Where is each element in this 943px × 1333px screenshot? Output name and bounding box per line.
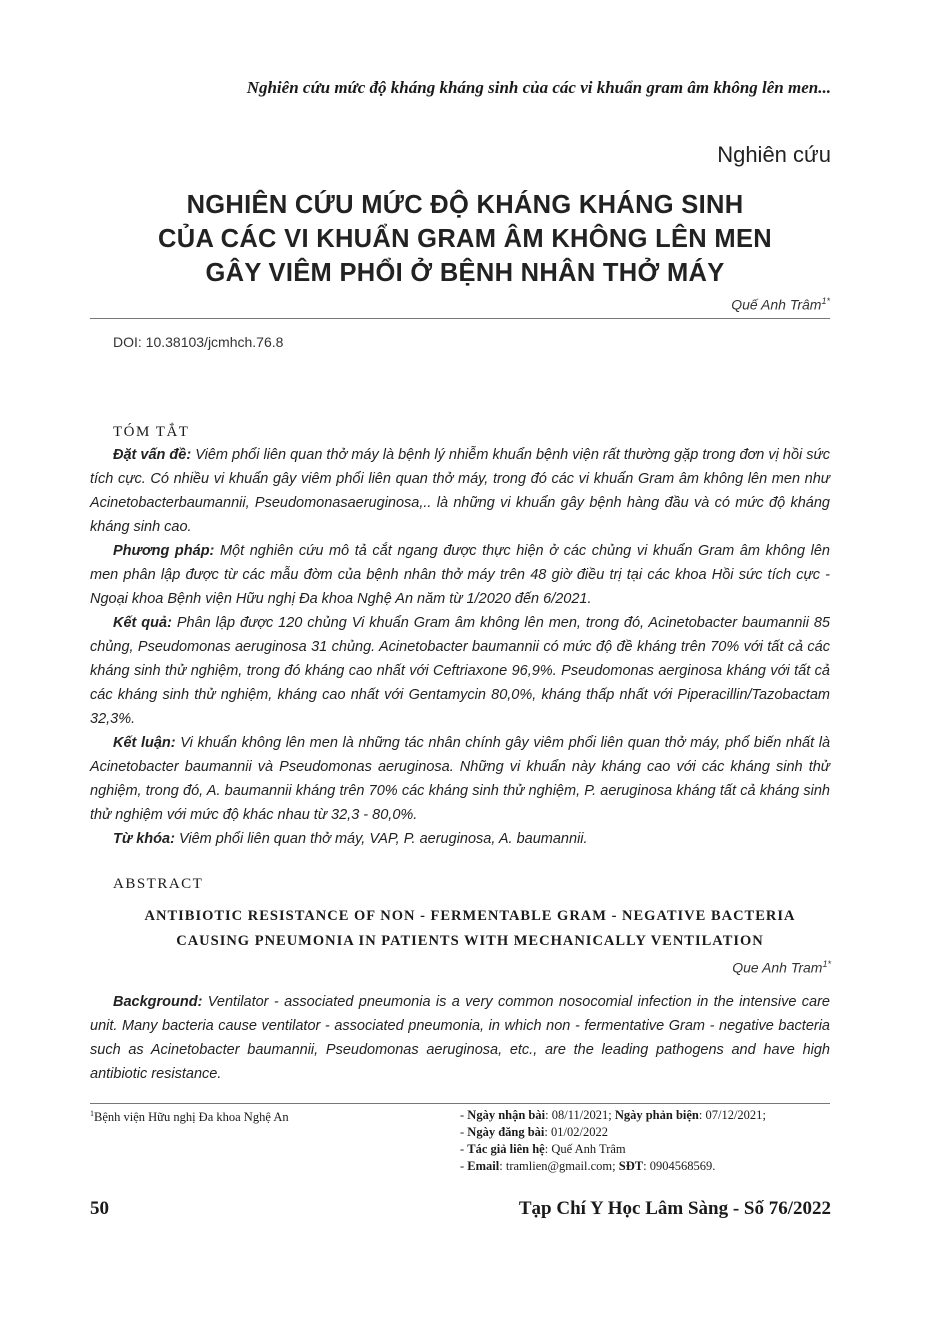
meta-published: - Ngày đăng bài: 01/02/2022 — [460, 1125, 608, 1139]
phone-label: SĐT — [618, 1159, 644, 1173]
title-line: GÂY VIÊM PHỔI Ở BỆNH NHÂN THỞ MÁY — [205, 259, 725, 287]
author-affiliation-mark: 1* — [821, 296, 830, 306]
paragraph-label: Từ khóa: — [113, 831, 175, 847]
paragraph-label: Kết luận: — [113, 735, 176, 751]
paragraph-text: Phân lập được 120 chủng Vi khuẩn Gram âm không lên men, trong đó, Acinetobacter baumannii 85 chủng, Pseudomonas aeruginosa 31 chủng. Acinetobacter baumannii có mức độ đề kháng trên 70% với tất cả các kháng sinh thử nghiệm, trong đó kháng cao nhất với Ceftriaxone 96,9%. Pseudomonas aerginosa kháng với tất cả các kháng sinh thử nghiệm, kháng cao nhất với Gentamycin 80,0%, kháng thấp nhất với Piperacillin/Tazobactam 32,3%. — [90, 615, 831, 727]
paragraph-text: Viêm phổi liên quan thở máy là bệnh lý nhiễm khuẩn bệnh viện rất thường gặp trong đơn vị hồi sức tích cực. Có nhiều vi khuẩn gây viêm phổi liên quan thở máy, trong đó các vi khuẩn Gram âm không lên men như Acinetobacterbaumannii, Pseudomonasaeruginosa,.. là những vi khuẩn gây bệnh hàng đầu và có mức độ kháng kháng sinh cao. — [90, 447, 830, 535]
affiliation-footnote — [90, 1109, 289, 1125]
abstract-body — [90, 990, 830, 1086]
footnote-divider — [90, 1103, 830, 1104]
email-label: Email — [467, 1159, 500, 1173]
abstract-title-line: CAUSING PNEUMONIA IN PATIENTS WITH MECHANICALLY VENTILATION — [176, 933, 764, 949]
doi[interactable]: DOI: 10.38103/jcmhch.76.8 — [113, 334, 284, 350]
journal-name: Tạp Chí Y Học Lâm Sàng - Số 76/2022 — [518, 1198, 831, 1219]
abstract-paragraph — [90, 990, 830, 1086]
title-line: CỦA CÁC VI KHUẨN GRAM ÂM KHÔNG LÊN MEN — [158, 225, 772, 253]
meta-dates: - Ngày nhận bài: 08/11/2021; Ngày phản biện: 07/12/2021; — [460, 1108, 766, 1122]
summary-heading: TÓM TẮT — [113, 424, 190, 440]
author-name: Que Anh Tram — [732, 959, 823, 976]
published-label: Ngày đăng bài — [467, 1125, 545, 1139]
summary-paragraph — [90, 611, 830, 731]
paragraph-text: Ventilator - associated pneumonia is a very common nosocomial infection in the intensive care unit. Many bacteria cause ventilator - associated pneumonia, in which non - fermentative Gram - negative bacteria such as Acinetobacter baumannii, Pseudomonas aeruginosa, etc., are the leading pathogens and have high antibiotic resistance. — [90, 994, 830, 1082]
running-title: Nghiên cứu mức độ kháng kháng sinh của các vi khuẩn gram âm không lên men... — [246, 78, 831, 97]
affiliation-mark: 1 — [90, 1109, 94, 1118]
summary-paragraph — [90, 731, 830, 827]
email-link[interactable]: tramlien@gmail.com — [505, 1159, 613, 1173]
article-title — [90, 188, 840, 290]
reviewed-date: 07/12/2021 — [705, 1108, 763, 1122]
meta-email-phone: - Email: tramlien@gmail.com; SĐT: 0904568569. — [460, 1159, 716, 1173]
section-label: Nghiên cứu — [717, 142, 831, 167]
meta-contact: - Tác giả liên hệ: Quế Anh Trâm — [460, 1142, 626, 1156]
header-divider — [90, 318, 830, 319]
article-meta — [460, 1107, 766, 1175]
summary-paragraph — [90, 539, 830, 611]
summary-paragraph — [90, 443, 830, 539]
paragraph-text: Một nghiên cứu mô tả cắt ngang được thực hiện ở các chủng vi khuẩn Gram âm không lên men phân lập được từ các mẫu đờm của bệnh nhân thở máy trên 48 giờ điều trị tại các khoa Hồi sức tích cực - Ngoại khoa Bệnh viện Hữu nghị Đa khoa Nghệ An năm từ 1/2020 đến 6/2021. — [90, 543, 830, 607]
contact-name: Quế Anh Trâm — [551, 1142, 626, 1156]
title-line: NGHIÊN CỨU MỨC ĐỘ KHÁNG KHÁNG SINH — [186, 191, 744, 219]
contact-label: Tác giả liên hệ — [467, 1142, 545, 1156]
paragraph-label: Kết quả: — [113, 615, 172, 631]
paragraph-label: Đặt vấn đề: — [113, 447, 192, 463]
summary-body — [90, 443, 830, 851]
abstract-title — [90, 904, 850, 954]
author-name: Quế Anh Trâm — [731, 296, 822, 313]
author-vi — [731, 296, 830, 313]
affiliation-text: Bệnh viện Hữu nghị Đa khoa Nghệ An — [94, 1110, 289, 1125]
phone-number: 0904568569 — [649, 1159, 713, 1173]
abstract-title-line: ANTIBIOTIC RESISTANCE OF NON - FERMENTABLE GRAM - NEGATIVE BACTERIA — [144, 908, 796, 924]
received-date: 08/11/2021 — [551, 1108, 609, 1122]
reviewed-label: Ngày phản biện — [614, 1108, 699, 1122]
author-affiliation-mark: 1* — [822, 959, 831, 969]
paragraph-label: Phương pháp: — [113, 543, 215, 559]
abstract-heading: ABSTRACT — [113, 876, 204, 892]
received-label: Ngày nhận bài — [467, 1108, 546, 1122]
page-number: 50 — [90, 1198, 109, 1219]
author-en — [732, 959, 831, 976]
summary-paragraph — [90, 827, 830, 851]
paragraph-text: Viêm phổi liên quan thở máy, VAP, P. aeruginosa, A. baumannii. — [174, 831, 588, 847]
published-date: 01/02/2022 — [551, 1125, 608, 1139]
paragraph-label: Background: — [113, 994, 203, 1010]
paragraph-text: Vi khuẩn không lên men là những tác nhân chính gây viêm phổi liên quan thở máy, phổ biến nhất là Acinetobacter baumannii và Pseudomonas aeruginosa. Những vi khuẩn này kháng cao với các kháng sinh thử nghiệm, trong đó, A. baumannii kháng trên 70% các kháng sinh thử nghiệm, P. aeruginosa kháng tất cả kháng sinh thử nghiệm với mức độ khác nhau từ 32,3 - 80,0%. — [90, 735, 831, 823]
